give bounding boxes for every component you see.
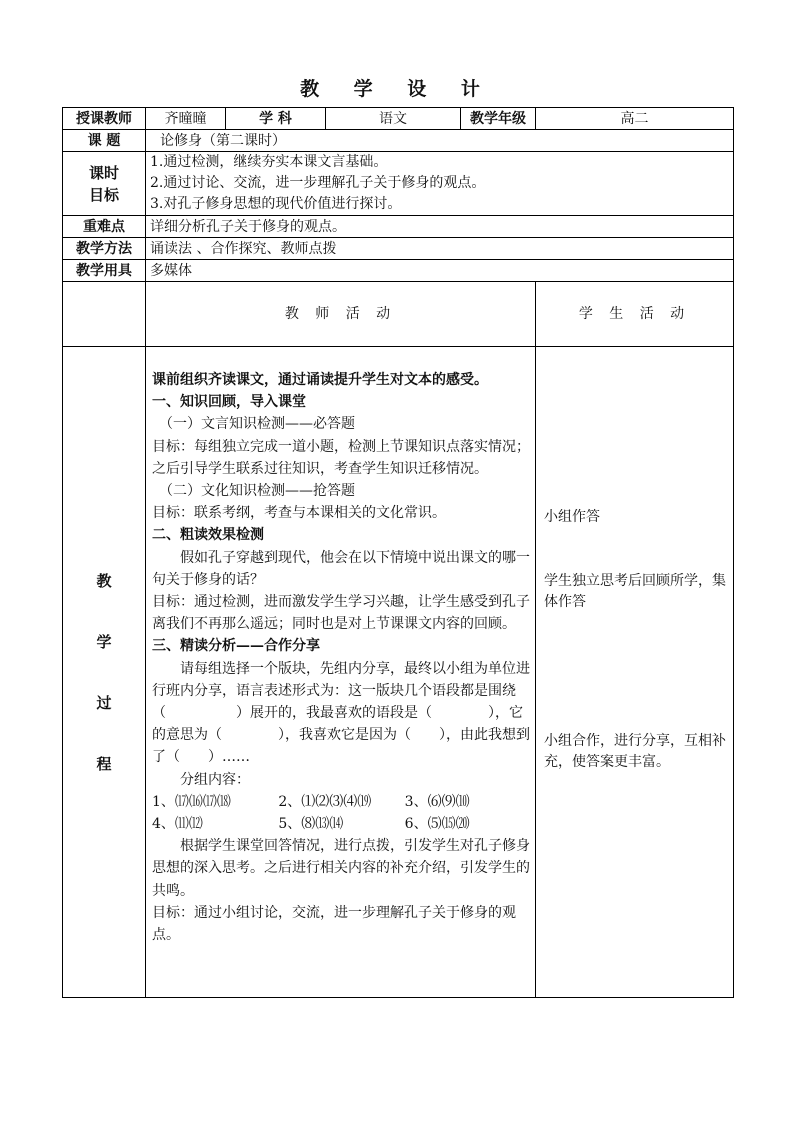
group-item: 3、⑹⑼⑽: [404, 793, 470, 810]
group-item: 5、⑻⒀⒁: [278, 816, 344, 833]
key-row: [63, 216, 734, 238]
student-activity-3: 小组合作，进行分享，互相补充，使答案更丰富。: [544, 733, 726, 770]
grade-label: 教学年级: [461, 108, 536, 130]
method-label: 教学方法: [63, 238, 146, 260]
goal-item: 2.通过讨论、交流，进一步理解孔子关于修身的观点。: [150, 175, 486, 191]
tools-label: 教学用具: [63, 260, 146, 282]
goals-label: [63, 152, 146, 216]
student-activity-2: 学生独立思考后回顾所学，集体作答: [544, 573, 726, 610]
process-label: [63, 347, 146, 998]
process-row: [63, 347, 734, 998]
process-label-char: 过: [96, 693, 112, 712]
goal-item: 1.通过检测，继续夯实本课文言基础。: [150, 154, 388, 170]
process-label-char: 教: [96, 571, 112, 590]
subject-label: 学 科: [226, 108, 326, 130]
topic-value: 论修身（第二课时）: [146, 130, 734, 152]
section-2-goal: 目标：通过检测，进而激发学生学习兴趣，让学生感受到孔子离我们不再那么遥远；同时也是对上节课课文内容的回顾。: [152, 594, 530, 633]
subject-value: 语文: [326, 108, 461, 130]
group-item: 2、⑴⑵⑶⑷⒆: [278, 793, 372, 810]
teacher-activity-content: [146, 347, 536, 998]
section-1-title: 一、知识回顾，导入课堂: [152, 394, 306, 411]
tools-row: [63, 260, 734, 282]
key-label: 重难点: [63, 216, 146, 238]
process-label-char: 学: [96, 632, 112, 651]
lesson-plan-table: [62, 107, 734, 998]
group-item: 6、⑸⒂⒇: [404, 816, 470, 833]
page-title: 教 学 设 计: [300, 78, 494, 100]
teacher-activity-header: 教 师 活 动: [146, 282, 536, 347]
header-row: [63, 108, 734, 130]
process-label-char: 程: [96, 754, 112, 773]
tools-value: 多媒体: [146, 260, 734, 282]
section-2-question: 假如孔子穿越到现代，他会在以下情境中说出课文的哪一句关于修身的话？: [152, 549, 530, 588]
method-value: 诵读法 、合作探究、教师点拨: [146, 238, 734, 260]
groups-label: 分组内容：: [180, 771, 250, 788]
teacher-name: 齐曈曈: [146, 108, 226, 130]
activity-header-row: [63, 282, 734, 347]
topic-label: 课 题: [63, 130, 146, 152]
section-3-guide: 根据学生课堂回答情况，进行点拨，引发学生对孔子修身思想的深入思考。之后进行相关内容的补充介绍，引发学生的共鸣。: [152, 838, 530, 899]
student-activity-1: 小组作答: [544, 509, 600, 525]
section-2-title: 二、粗读效果检测: [152, 527, 264, 544]
goals-row: [63, 152, 734, 216]
section-1a-goal: 目标：每组独立完成一道小题，检测上节课知识点落实情况；之后引导学生联系过往知识，考查学生知识迁移情况。: [152, 438, 530, 477]
teacher-label: 授课教师: [63, 108, 146, 130]
goals-list: [146, 152, 734, 216]
goal-item: 3.对孔子修身思想的现代价值进行探讨。: [150, 196, 402, 212]
goals-label-line2: 目标: [88, 185, 119, 204]
groups-row: [152, 813, 531, 835]
section-3-title: 三、精读分析——合作分享: [152, 638, 320, 655]
grade-value: 高二: [536, 108, 734, 130]
section-1b-goal: 目标：联系考纲，考查与本课相关的文化常识。: [152, 505, 446, 522]
blank-cell: [63, 282, 146, 347]
student-activity-content: [536, 347, 734, 998]
group-item: 1、⒄⒃⒄⒅: [152, 793, 231, 810]
intro-text: 课前组织齐读课文，通过诵读提升学生对文本的感受。: [152, 372, 488, 388]
key-value: 详细分析孔子关于修身的观点。: [146, 216, 734, 238]
section-3-goal: 目标：通过小组讨论，交流，进一步理解孔子关于修身的观点。: [152, 904, 516, 944]
section-3-task: 请每组选择一个版块，先组内分享，最终以小组为单位进行班内分享，语言表述形式为：这一版块几个语段都是围绕（ ）展开的，我最喜欢的语段是（ ），它的意思为（ ），我喜欢它是因为（ ），由此我想到了（ ）……: [152, 660, 530, 766]
group-item: 4、⑾⑿: [152, 816, 203, 833]
method-row: [63, 238, 734, 260]
student-activity-header: 学 生 活 动: [536, 282, 734, 347]
section-1a-heading: （一）文言知识检测——必答题: [159, 416, 355, 433]
goals-label-line1: 课时: [88, 163, 119, 182]
groups-row: [152, 791, 531, 813]
topic-row: [63, 130, 734, 152]
section-1b-heading: （二）文化知识检测——抢答题: [159, 483, 355, 500]
